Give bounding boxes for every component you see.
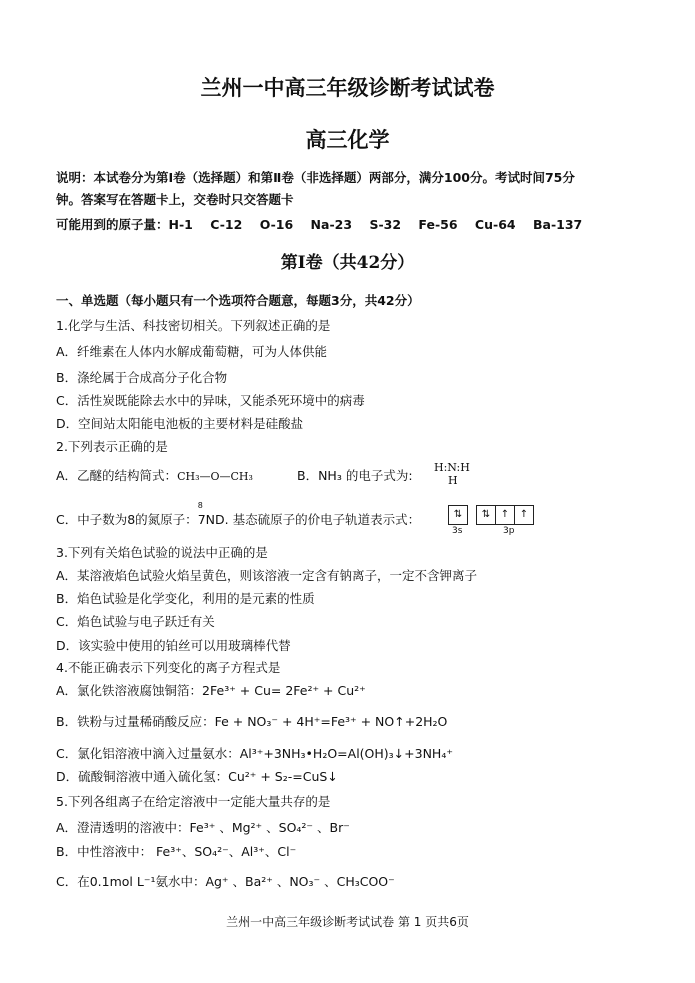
orbital-label-3p: 3p: [503, 526, 515, 536]
question-option: B．涤纶属于合成高分子化合物: [56, 370, 228, 385]
question-option: C．在0.1mol L⁻¹氨水中：Ag⁺ 、Ba²⁺ 、NO₃⁻ 、CH₃COO⁻: [56, 874, 395, 889]
question-option-c: [56, 501, 421, 528]
question-option: B．铁粉与过量稀硝酸反应：Fe + NO₃⁻ + 4H⁺=Fe³⁺ + NO↑+2H₂O: [56, 714, 448, 729]
lewis-bottom: H: [448, 474, 458, 487]
isotope-symbol: [197, 501, 229, 527]
question-option-b: [297, 466, 413, 484]
orbital-cell-3s: ⇅: [448, 505, 468, 525]
question-option: A．氯化铁溶液腐蚀铜箔：2Fe³⁺ + Cu= 2Fe²⁺ + Cu²⁺: [56, 683, 366, 698]
question-option: C．焰色试验与电子跃迁有关: [56, 614, 215, 629]
lewis-structure-nh3: [434, 461, 474, 489]
option-a-formula: CH₃—O—CH₃: [177, 470, 253, 483]
page-footer: 兰州一中高三年级诊断考试试卷 第 1 页共6页: [226, 915, 469, 929]
orbital-cell-3p: ⇅: [476, 505, 496, 525]
option-b-label: B．: [297, 468, 319, 483]
question-option: A．澄清透明的溶液中：Fe³⁺ 、Mg²⁺ 、SO₄²⁻ 、Br⁻: [56, 820, 350, 835]
orbital-label-3s: 3s: [452, 526, 463, 536]
question-stem: 2.下列表示正确的是: [56, 439, 168, 454]
option-b-text: NH₃ 的电子式为:: [318, 468, 413, 483]
orbital-diagram: [448, 502, 533, 537]
subject-title: 高三化学: [305, 127, 390, 152]
question-option: D．该实验中使用的铂丝可以用玻璃棒代替: [56, 638, 291, 653]
orbital-cell-3p: ↑: [514, 505, 534, 525]
option-a-label: A．乙醚的结构简式：: [56, 468, 178, 483]
section-title: 第Ⅰ卷（共42分）: [280, 253, 415, 273]
question-option: D．空间站太阳能电池板的主要材料是硅酸盐: [56, 416, 304, 431]
question-option: C．氯化铝溶液中滴入过量氨水：Al³⁺+3NH₃•H₂O=Al(OH)₃↓+3NH₄⁺: [56, 746, 453, 761]
exam-title: 兰州一中高三年级诊断考试试卷: [200, 75, 495, 100]
instructions-line-2: 钟。答案写在答题卡上，交卷时只交答题卡: [56, 192, 294, 207]
orbital-cell-3p: ↑: [495, 505, 515, 525]
part1-heading: 一、单选题（每小题只有一个选项符合题意，每题3分，共42分）: [56, 293, 420, 308]
lewis-top: H:N:H: [434, 461, 470, 474]
option-c-rest: 基态硫原子的价电子轨道表示式：: [232, 512, 421, 527]
question-stem: 4.不能正确表示下列变化的离子方程式是: [56, 660, 281, 675]
question-option-a: [56, 466, 253, 484]
atomic-masses: 可能用到的原子量：H-1 C-12 O-16 Na-23 S-32 Fe-56 Cu-64 Ba-137: [56, 217, 583, 232]
question-option: B．中性溶液中： Fe³⁺、SO₄²⁻、Al³⁺、Cl⁻: [56, 844, 297, 859]
question-option: C．活性炭既能除去水中的异味，又能杀死环境中的病毒: [56, 393, 365, 408]
isotope-mass: 8: [197, 501, 203, 510]
question-stem: 1.化学与生活、科技密切相关。下列叙述正确的是: [56, 318, 331, 333]
question-stem: 3.下列有关焰色试验的说法中正确的是: [56, 545, 268, 560]
instructions-line-1: 说明：本试卷分为第Ⅰ卷（选择题）和第Ⅱ卷（非选择题）两部分，满分100分。考试时间75分: [56, 170, 575, 185]
question-option: B．焰色试验是化学变化，利用的是元素的性质: [56, 591, 315, 606]
isotope-text: 7ND.: [197, 512, 229, 527]
question-option: A．纤维素在人体内水解成葡萄糖，可为人体供能: [56, 344, 328, 359]
option-c-label: C．中子数为8的氮原子：: [56, 512, 198, 527]
question-option: D．硫酸铜溶液中通入硫化氢：Cu²⁺ + S₂-=CuS↓: [56, 769, 338, 784]
question-option: A．某溶液焰色试验火焰呈黄色，则该溶液一定含有钠离子，一定不含钾离子: [56, 568, 478, 583]
question-stem: 5.下列各组离子在给定溶液中一定能大量共存的是: [56, 794, 331, 809]
